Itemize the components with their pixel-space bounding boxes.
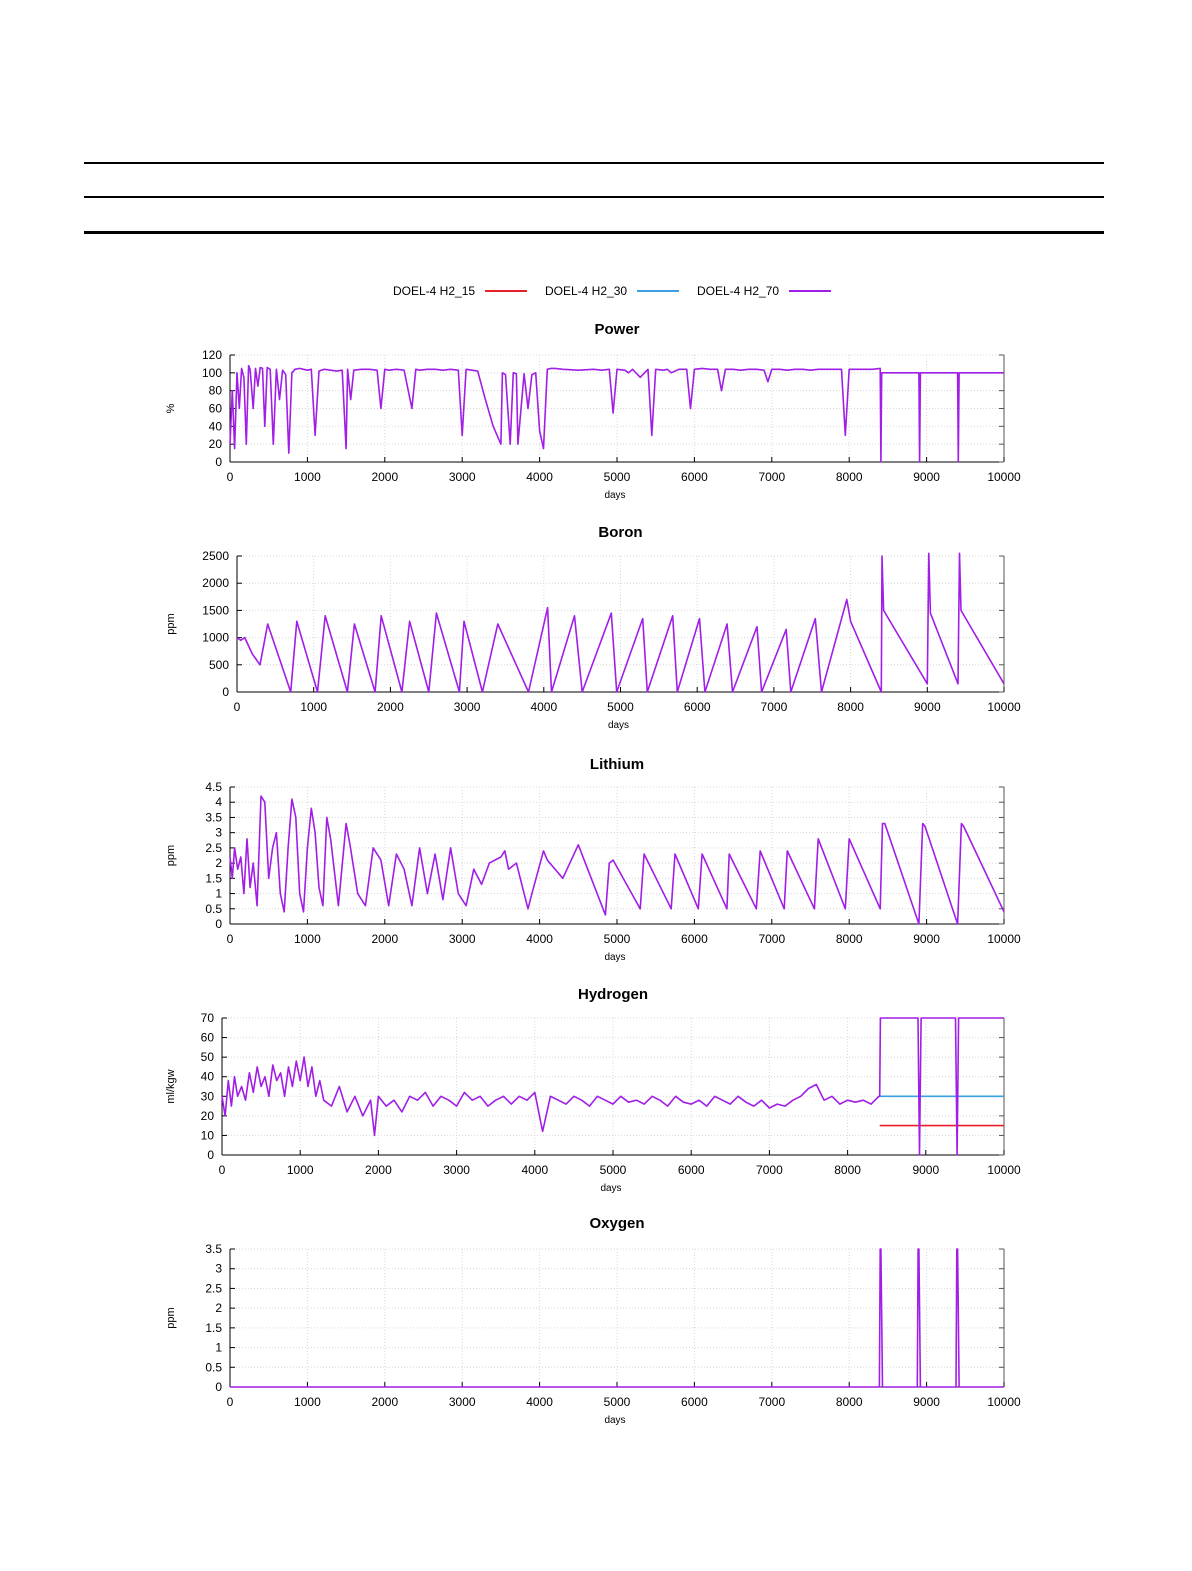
x-tick-label: 7000 [758,470,786,484]
x-tick-label: 10000 [987,700,1021,714]
x-tick-label: 1000 [294,470,321,484]
x-tick-label: 3000 [448,470,476,484]
x-tick-label: 4000 [526,470,553,484]
y-tick-label: 2 [215,856,222,871]
x-tick-label: 10000 [987,1163,1021,1177]
x-tick-label: 3000 [448,1395,476,1409]
x-tick-label: 10000 [987,932,1021,946]
chart-oxygen [165,1215,1021,1426]
x-tick-label: 3000 [443,1163,470,1177]
y-tick-label: 100 [201,365,222,380]
x-tick-label: 6000 [683,700,711,714]
y-tick-label: 80 [208,383,222,398]
legend-label: DOEL-4 H2_15 [393,284,476,298]
y-axis-label: % [165,403,177,414]
y-tick-label: 500 [208,657,229,672]
y-tick-label: 50 [200,1050,214,1065]
x-tick-label: 10000 [987,1395,1021,1409]
y-tick-label: 3.5 [205,810,222,825]
x-tick-label: 0 [226,932,234,946]
x-tick-label: 1000 [300,700,328,714]
x-tick-label: 3000 [453,700,481,714]
x-tick-label: 9000 [913,1395,940,1409]
y-tick-label: 120 [201,348,222,362]
y-tick-label: 20 [200,1108,214,1123]
x-tick-label: 4000 [526,1395,553,1409]
x-tick-label: 1000 [294,932,321,946]
y-tick-label: 3 [215,1261,222,1276]
x-tick-label: 4000 [521,1163,549,1177]
series-line-doel-4-h2-70 [230,366,1004,462]
y-tick-label: 3.5 [205,1242,222,1256]
x-tick-label: 2000 [377,700,404,714]
x-tick-label: 9000 [912,1163,940,1177]
x-tick-label: 2000 [371,470,399,484]
chart-power [165,321,1021,501]
y-tick-label: 1.5 [205,1320,222,1335]
y-axis-label: ppm [165,1307,177,1329]
x-tick-label: 1000 [286,1163,314,1177]
x-axis-label: days [600,1183,622,1194]
y-tick-label: 2.5 [205,1281,222,1296]
y-axis-label: ppm [165,844,177,867]
legend-label: DOEL-4 H2_70 [697,284,780,298]
x-tick-label: 4000 [530,700,558,714]
x-tick-label: 9000 [913,470,940,484]
x-tick-label: 7000 [758,1395,786,1409]
x-tick-label: 0 [226,470,234,484]
y-tick-label: 2000 [202,576,229,591]
x-tick-label: 8000 [835,932,863,946]
y-tick-label: 30 [200,1089,214,1104]
y-tick-label: 0 [215,455,222,469]
y-tick-label: 2500 [202,549,229,563]
chart-title: Power [594,321,640,338]
y-tick-label: 60 [208,401,222,416]
chart-lithium [165,756,1021,963]
x-tick-label: 5000 [603,1395,631,1409]
y-tick-label: 4.5 [205,780,222,794]
x-tick-label: 0 [226,1395,234,1409]
y-tick-label: 1.5 [205,871,222,886]
y-axis-label: ppm [165,613,177,635]
x-tick-label: 8000 [834,1163,861,1177]
x-tick-label: 5000 [603,932,631,946]
y-tick-label: 0.5 [205,1360,222,1375]
x-axis-label: days [604,1415,626,1426]
y-tick-label: 0 [222,685,229,699]
x-tick-label: 6000 [681,932,708,946]
x-tick-label: 2000 [371,1395,399,1409]
y-tick-label: 3 [215,825,222,840]
y-tick-label: 70 [200,1011,214,1025]
chart-title: Boron [598,524,643,541]
x-tick-label: 4000 [526,932,553,946]
y-tick-label: 4 [215,795,222,810]
y-tick-label: 40 [208,419,222,434]
y-tick-label: 10 [200,1128,214,1143]
chart-hydrogen [165,986,1021,1194]
series-line-doel-4-h2-70 [222,1018,1004,1155]
y-tick-label: 1000 [202,630,229,645]
x-tick-label: 10000 [987,470,1021,484]
chart-title: Lithium [589,756,645,773]
x-tick-label: 9000 [913,932,940,946]
y-tick-label: 2 [215,1301,222,1316]
x-tick-label: 1000 [294,1395,321,1409]
y-tick-label: 0 [207,1148,214,1162]
y-tick-label: 2.5 [205,840,222,855]
y-tick-label: 60 [200,1030,214,1045]
y-tick-label: 0 [215,1380,222,1394]
y-axis-label: ml/kgw [165,1069,177,1104]
x-tick-label: 0 [233,700,241,714]
x-axis-label: days [607,720,630,731]
y-tick-label: 1 [215,886,222,901]
x-tick-label: 6000 [677,1163,705,1177]
chart-title: Oxygen [589,1215,645,1232]
x-tick-label: 5000 [607,700,634,714]
y-tick-label: 0.5 [205,901,222,916]
y-tick-label: 0 [215,917,222,931]
x-tick-label: 8000 [835,1395,863,1409]
x-tick-label: 7000 [758,932,786,946]
x-tick-label: 6000 [681,470,708,484]
x-tick-label: 0 [218,1163,226,1177]
x-tick-label: 2000 [365,1163,392,1177]
x-tick-label: 5000 [599,1163,627,1177]
chart-title: Hydrogen [577,986,649,1003]
x-tick-label: 2000 [371,932,399,946]
y-tick-label: 40 [200,1069,214,1084]
x-tick-label: 7000 [760,700,788,714]
x-axis-label: days [604,490,626,501]
x-tick-label: 8000 [835,470,863,484]
y-tick-label: 1 [215,1340,222,1355]
x-tick-label: 5000 [603,470,631,484]
legend-label: DOEL-4 H2_30 [545,284,628,298]
x-tick-label: 9000 [913,700,941,714]
x-tick-label: 6000 [681,1395,708,1409]
x-tick-label: 3000 [448,932,476,946]
x-axis-label: days [604,952,626,963]
y-tick-label: 20 [208,437,222,452]
x-tick-label: 8000 [837,700,864,714]
chart-boron [165,524,1021,731]
y-tick-label: 1500 [202,603,229,618]
x-tick-label: 7000 [756,1163,783,1177]
